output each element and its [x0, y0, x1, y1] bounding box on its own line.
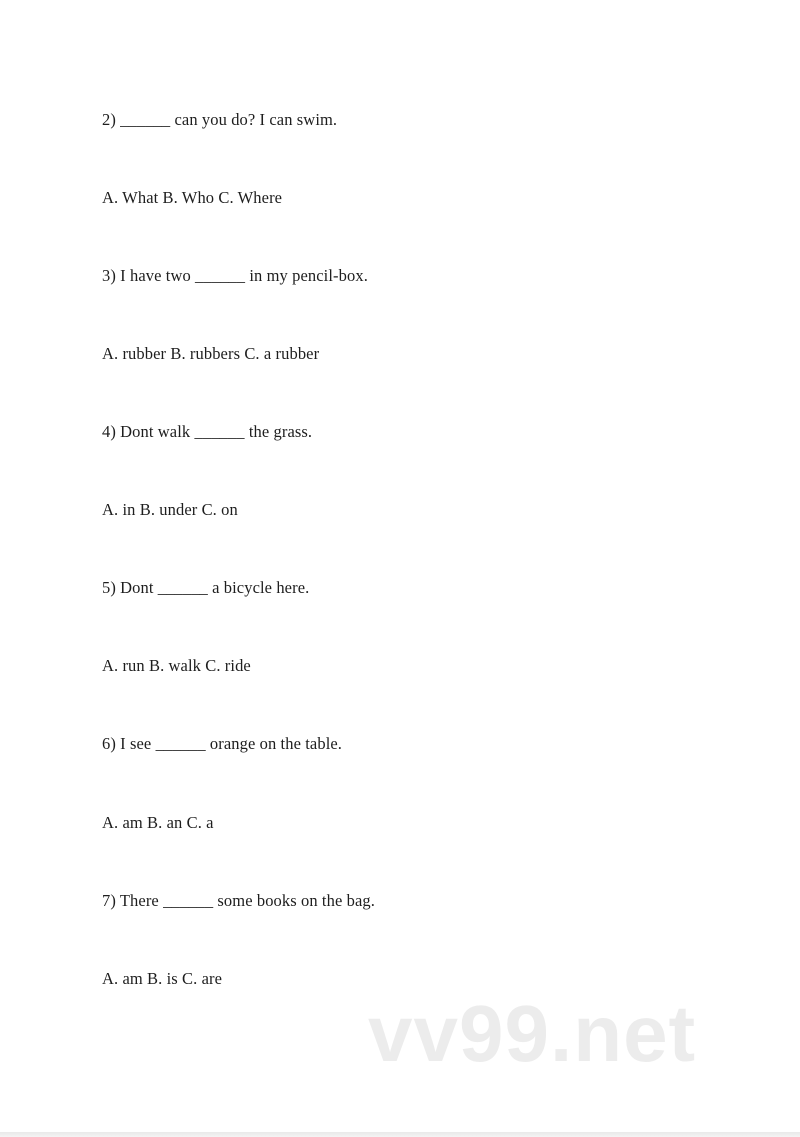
question-4-options: A. in B. under C. on: [102, 500, 238, 519]
question-7-options: A. am B. is C. are: [102, 969, 223, 988]
question-7-stem: 7) There ______ some books on the bag.: [102, 891, 375, 910]
question-3-stem: 3) I have two ______ in my pencil-box.: [102, 266, 368, 285]
question-2-stem: 2) ______ can you do? I can swim.: [102, 110, 338, 129]
page-bottom-edge: [0, 1132, 800, 1137]
question-6-options: A. am B. an C. a: [102, 813, 214, 832]
question-2-options: A. What B. Who C. Where: [102, 188, 283, 207]
watermark: vv99.net: [368, 989, 697, 1078]
question-6-stem: 6) I see ______ orange on the table.: [102, 734, 343, 753]
question-5-stem: 5) Dont ______ a bicycle here.: [102, 578, 310, 597]
question-5-options: A. run B. walk C. ride: [102, 656, 251, 675]
question-4-stem: 4) Dont walk ______ the grass.: [102, 422, 313, 441]
question-3-options: A. rubber B. rubbers C. a rubber: [102, 344, 320, 363]
